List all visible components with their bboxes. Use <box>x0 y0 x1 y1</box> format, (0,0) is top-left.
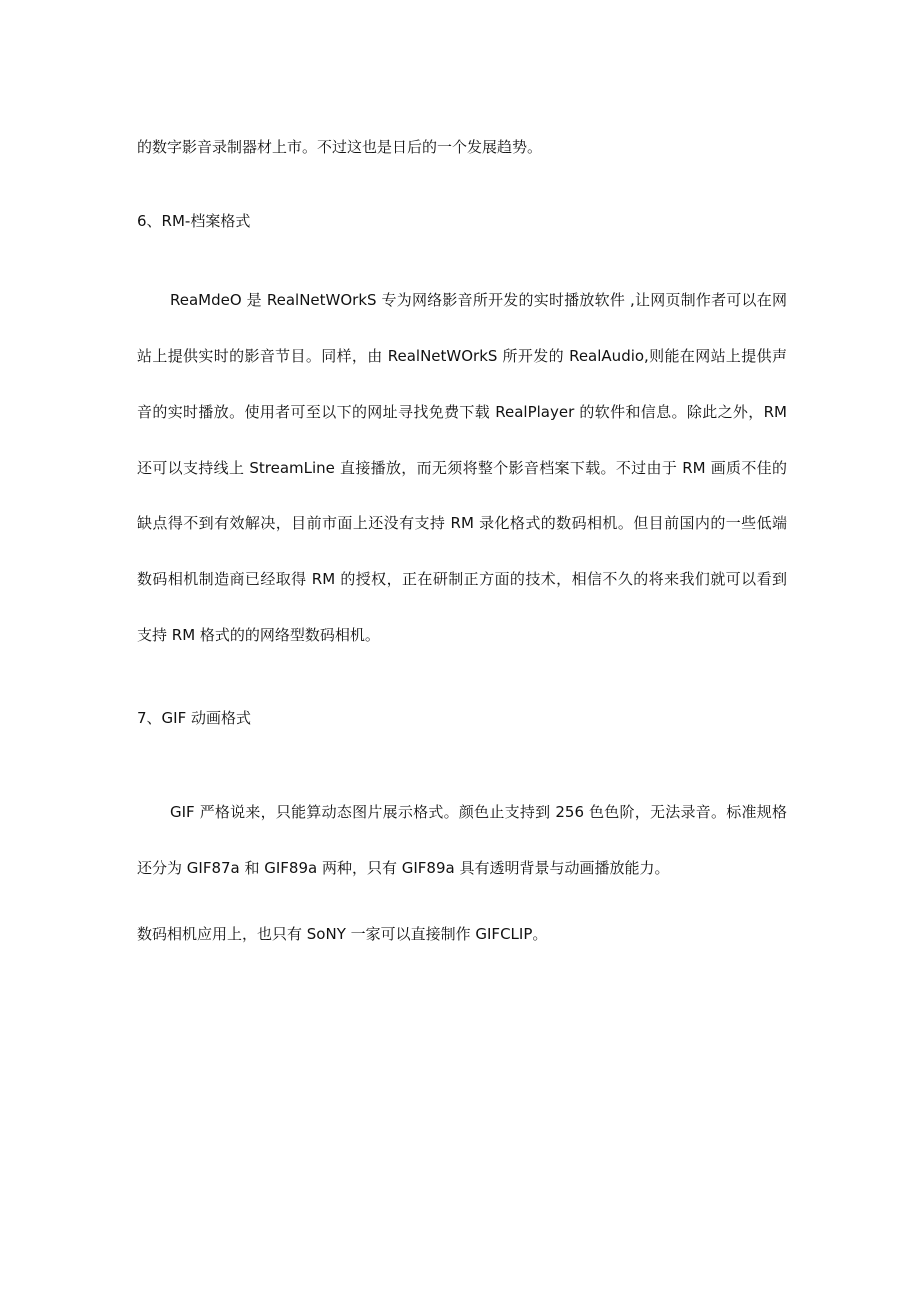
section-6-paragraph-line: 缺点得不到有效解决，目前市面上还没有支持 RM 录化格式的数码相机。但目前国内的一些低端 <box>137 514 787 532</box>
section-6-paragraph-line: 站上提供实时的影音节目。同样，由 RealNetWOrkS 所开发的 RealAudio,则能在网站上提供声 <box>137 347 787 365</box>
section-7-paragraph-line: 数码相机应用上，也只有 SoNY 一家可以直接制作 GIFCLIP。 <box>137 925 548 943</box>
section-6-heading: 6、RM-档案格式 <box>137 212 251 230</box>
section-6-paragraph-line: 数码相机制造商已经取得 RM 的授权，正在研制正方面的技术，相信不久的将来我们就可以看到 <box>137 570 787 588</box>
section-7-paragraph-line: GIF 严格说来，只能算动态图片展示格式。颜色止支持到 256 色色阶，无法录音。标准规格 <box>170 803 787 821</box>
intro-tail-line: 的数字影音录制器材上市。不过这也是日后的一个发展趋势。 <box>137 138 543 156</box>
section-7-paragraph-line: 还分为 GIF87a 和 GIF89a 两种，只有 GIF89a 具有透明背景与动画播放能力。 <box>137 859 670 877</box>
section-6-paragraph-line: 音的实时播放。使用者可至以下的网址寻找免费下载 RealPlayer 的软件和信息。除此之外，RM <box>137 403 787 421</box>
section-6-paragraph-line: 支持 RM 格式的的网络型数码相机。 <box>137 626 380 644</box>
section-6-paragraph-line: 还可以支持线上 StreamLine 直接播放，而无须将整个影音档案下载。不过由于 RM 画质不佳的 <box>137 459 787 477</box>
section-6-paragraph-line: ReaMdeO 是 RealNetWOrkS 专为网络影音所开发的实时播放软件 ,让网页制作者可以在网 <box>170 291 787 309</box>
section-7-heading: 7、GIF 动画格式 <box>137 709 251 727</box>
